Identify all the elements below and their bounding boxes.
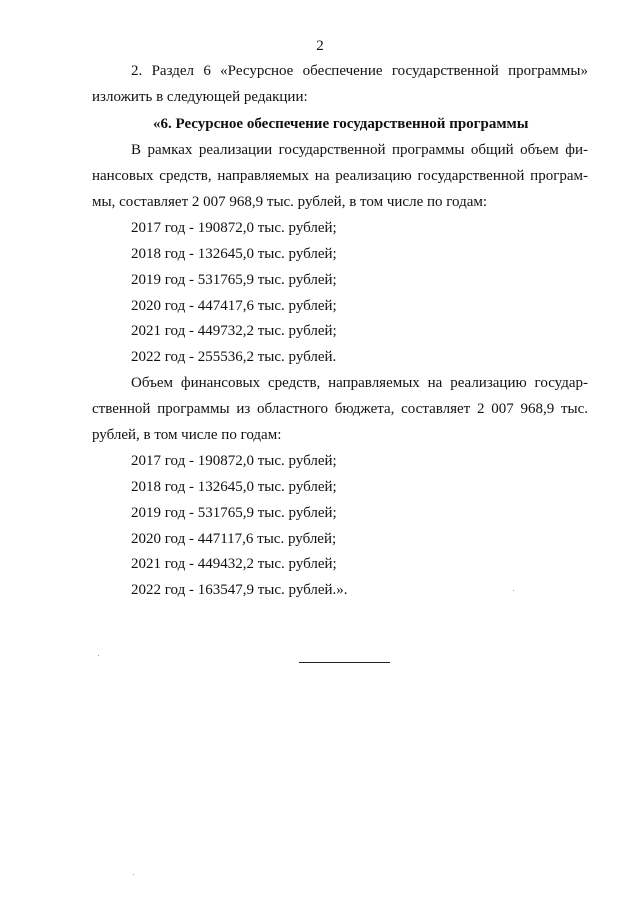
year-total-2018: 2018 год - 132645,0 тыс. рублей; (131, 246, 337, 262)
year-regional-2019: 2019 год - 531765,9 тыс. рублей; (131, 505, 337, 521)
year-regional-2022: 2022 год - 163547,9 тыс. рублей.». (131, 582, 348, 598)
year-total-2020: 2020 год - 447417,6 тыс. рублей; (131, 298, 337, 314)
scan-speck (98, 655, 99, 656)
paragraph-2-line-1: Объем финансовых средств, направляемых на реализацию государ- (131, 375, 588, 391)
year-regional-2020: 2020 год - 447117,6 тыс. рублей; (131, 531, 337, 547)
section-heading: «6. Ресурсное обеспечение государственной программы (153, 116, 529, 132)
year-regional-2018: 2018 год - 132645,0 тыс. рублей; (131, 479, 337, 495)
paragraph-1-line-1: В рамках реализации государственной программы общий объем фи- (131, 142, 588, 158)
year-total-2019: 2019 год - 531765,9 тыс. рублей; (131, 272, 337, 288)
year-total-2021: 2021 год - 449732,2 тыс. рублей; (131, 323, 337, 339)
scan-speck (513, 590, 514, 591)
intro-line-2: изложить в следующей редакции: (92, 89, 308, 105)
paragraph-1-line-2: нансовых средств, направляемых на реализацию государственной програм- (92, 168, 588, 184)
year-total-2017: 2017 год - 190872,0 тыс. рублей; (131, 220, 337, 236)
page-number: 2 (316, 38, 324, 54)
paragraph-2-line-3: рублей, в том числе по годам: (92, 427, 282, 443)
year-regional-2017: 2017 год - 190872,0 тыс. рублей; (131, 453, 337, 469)
year-regional-2021: 2021 год - 449432,2 тыс. рублей; (131, 556, 337, 572)
closing-rule (299, 662, 390, 663)
intro-line-1: 2. Раздел 6 «Ресурсное обеспечение государственной программы» (131, 63, 588, 79)
paragraph-2-line-2: ственной программы из областного бюджета, составляет 2 007 968,9 тыс. (92, 401, 588, 417)
paragraph-1-line-3: мы, составляет 2 007 968,9 тыс. рублей, в том числе по годам: (92, 194, 488, 210)
scan-speck (133, 874, 134, 875)
year-total-2022: 2022 год - 255536,2 тыс. рублей. (131, 349, 337, 365)
